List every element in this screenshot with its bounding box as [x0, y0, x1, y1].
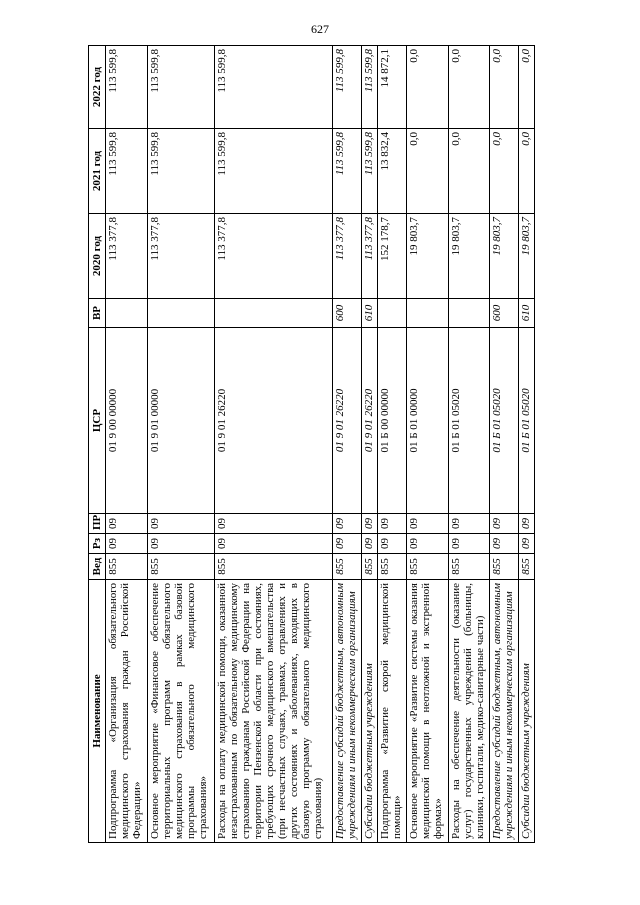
- cell-2022: 0,0: [518, 46, 534, 129]
- cell-csr: 01 9 01 26220: [333, 328, 362, 514]
- cell-2022: 113 599,8: [333, 46, 362, 129]
- cell-2021: 113 599,8: [362, 129, 378, 214]
- cell-2022: 113 599,8: [214, 46, 332, 129]
- cell-rz: 09: [362, 534, 378, 554]
- cell-pr: 09: [448, 514, 490, 534]
- cell-pr: 09: [406, 514, 448, 534]
- cell-pr: 09: [147, 514, 214, 534]
- cell-pr: 09: [490, 514, 519, 534]
- cell-2020: 113 377,8: [106, 214, 148, 299]
- cell-vr: [147, 299, 214, 328]
- cell-pr: 09: [518, 514, 534, 534]
- header-pr: ПР: [89, 514, 106, 534]
- table-row: [362, 46, 378, 843]
- table-row: [147, 46, 214, 843]
- cell-2020: 113 377,8: [214, 214, 332, 299]
- table-header: [89, 46, 106, 843]
- cell-rz: 09: [106, 534, 148, 554]
- cell-ved: 855: [333, 554, 362, 580]
- cell-2020: 113 377,8: [362, 214, 378, 299]
- cell-name: Расходы на оплату медицинской помощи, оказанной незастрахованным по обязательному медицинскому страхованию гражданам Российской Федерации на территории Пензенской области при состояниях, требующих срочного медицинского вмешательства (при несчастных случаях, травмах, отравлениях и других состояниях и заболеваниях, входящих в базовую программу обязательного медицинского страхования): [214, 580, 332, 843]
- cell-name: Субсидии бюджетным учреждениям: [362, 580, 378, 843]
- cell-2022: 0,0: [448, 46, 490, 129]
- cell-ved: 855: [106, 554, 148, 580]
- cell-pr: 09: [378, 514, 407, 534]
- cell-vr: 600: [333, 299, 362, 328]
- cell-name: Основное мероприятие «Развитие системы оказания медицинской помощи в неотложной и экстренной формах»: [406, 580, 448, 843]
- cell-vr: 610: [362, 299, 378, 328]
- cell-pr: 09: [214, 514, 332, 534]
- cell-2022: 113 599,8: [147, 46, 214, 129]
- table-row: [106, 46, 148, 843]
- header-name: Наименование: [89, 580, 106, 843]
- cell-2020: 113 377,8: [147, 214, 214, 299]
- cell-csr: 01 9 01 26220: [214, 328, 332, 514]
- cell-2022: 14 872,1: [378, 46, 407, 129]
- header-row: [89, 46, 106, 843]
- cell-2021: 113 599,8: [106, 129, 148, 214]
- cell-rz: 09: [214, 534, 332, 554]
- cell-vr: 610: [518, 299, 534, 328]
- page-number: 627: [311, 22, 329, 36]
- cell-ved: 855: [518, 554, 534, 580]
- header-rz: Рз: [89, 534, 106, 554]
- cell-rz: 09: [147, 534, 214, 554]
- cell-csr: 01 9 01 00000: [147, 328, 214, 514]
- cell-2020: 19 803,7: [518, 214, 534, 299]
- cell-ved: 855: [147, 554, 214, 580]
- rotated-table-container: [88, 46, 535, 843]
- header-vr: ВР: [89, 299, 106, 328]
- cell-csr: 01 9 00 00000: [106, 328, 148, 514]
- cell-2022: 0,0: [406, 46, 448, 129]
- cell-rz: 09: [406, 534, 448, 554]
- budget-table: [88, 45, 535, 843]
- header-ved: Вед: [89, 554, 106, 580]
- cell-pr: 09: [362, 514, 378, 534]
- header-2020: 2020 год: [89, 214, 106, 299]
- cell-pr: 09: [333, 514, 362, 534]
- cell-name: Подпрограмма «Развитие скорой медицинской помощи»: [378, 580, 407, 843]
- cell-2020: 19 803,7: [406, 214, 448, 299]
- cell-vr: [406, 299, 448, 328]
- table-body: [106, 46, 535, 843]
- cell-2022: 113 599,8: [362, 46, 378, 129]
- cell-csr: 01 Б 01 05020: [448, 328, 490, 514]
- header-2021: 2021 год: [89, 129, 106, 214]
- cell-name: Предоставление субсидий бюджетным, автономным учреждениям и иным некоммерческим организациям: [490, 580, 519, 843]
- cell-2020: 113 377,8: [333, 214, 362, 299]
- table-row: [214, 46, 332, 843]
- cell-csr: 01 Б 00 00000: [378, 328, 407, 514]
- cell-rz: 09: [333, 534, 362, 554]
- cell-csr: 01 Б 01 05020: [518, 328, 534, 514]
- cell-2020: 19 803,7: [490, 214, 519, 299]
- cell-vr: [214, 299, 332, 328]
- cell-name: Основное мероприятие «Финансовое обеспечение территориальных программ обязательного медицинского страхования в рамках базовой программы обязательного медицинского страхования»: [147, 580, 214, 843]
- cell-csr: 01 Б 01 05020: [490, 328, 519, 514]
- cell-rz: 09: [518, 534, 534, 554]
- cell-2021: 0,0: [406, 129, 448, 214]
- table-row: [490, 46, 519, 843]
- header-csr: ЦСР: [89, 328, 106, 514]
- table-row: [448, 46, 490, 843]
- cell-csr: 01 9 01 26220: [362, 328, 378, 514]
- cell-name: Подпрограмма «Организация обязательного медицинского страхования граждан Российской Федерации»: [106, 580, 148, 843]
- cell-ved: 855: [490, 554, 519, 580]
- cell-2021: 0,0: [448, 129, 490, 214]
- table-row: [406, 46, 448, 843]
- cell-ved: 855: [448, 554, 490, 580]
- cell-2021: 13 832,4: [378, 129, 407, 214]
- table-row: [518, 46, 534, 843]
- table-row: [333, 46, 362, 843]
- cell-rz: 09: [490, 534, 519, 554]
- cell-2021: 113 599,8: [214, 129, 332, 214]
- cell-2020: 152 178,7: [378, 214, 407, 299]
- cell-name: Субсидии бюджетным учреждениям: [518, 580, 534, 843]
- header-2022: 2022 год: [89, 46, 106, 129]
- cell-ved: 855: [378, 554, 407, 580]
- cell-vr: [448, 299, 490, 328]
- cell-name: Предоставление субсидий бюджетным, автономным учреждениям и иным некоммерческим организациям: [333, 580, 362, 843]
- cell-vr: [378, 299, 407, 328]
- cell-ved: 855: [406, 554, 448, 580]
- cell-2021: 0,0: [518, 129, 534, 214]
- cell-2021: 0,0: [490, 129, 519, 214]
- cell-vr: 600: [490, 299, 519, 328]
- cell-2022: 113 599,8: [106, 46, 148, 129]
- cell-pr: 09: [106, 514, 148, 534]
- cell-vr: [106, 299, 148, 328]
- cell-ved: 855: [214, 554, 332, 580]
- cell-rz: 09: [448, 534, 490, 554]
- cell-csr: 01 Б 01 00000: [406, 328, 448, 514]
- cell-ved: 855: [362, 554, 378, 580]
- cell-2021: 113 599,8: [333, 129, 362, 214]
- cell-2022: 0,0: [490, 46, 519, 129]
- cell-2020: 19 803,7: [448, 214, 490, 299]
- cell-2021: 113 599,8: [147, 129, 214, 214]
- cell-rz: 09: [378, 534, 407, 554]
- cell-name: Расходы на обеспечение деятельности (оказание услуг) государственных учреждений (больницы, клиники, госпитали, медико-санитарные части): [448, 580, 490, 843]
- table-row: [378, 46, 407, 843]
